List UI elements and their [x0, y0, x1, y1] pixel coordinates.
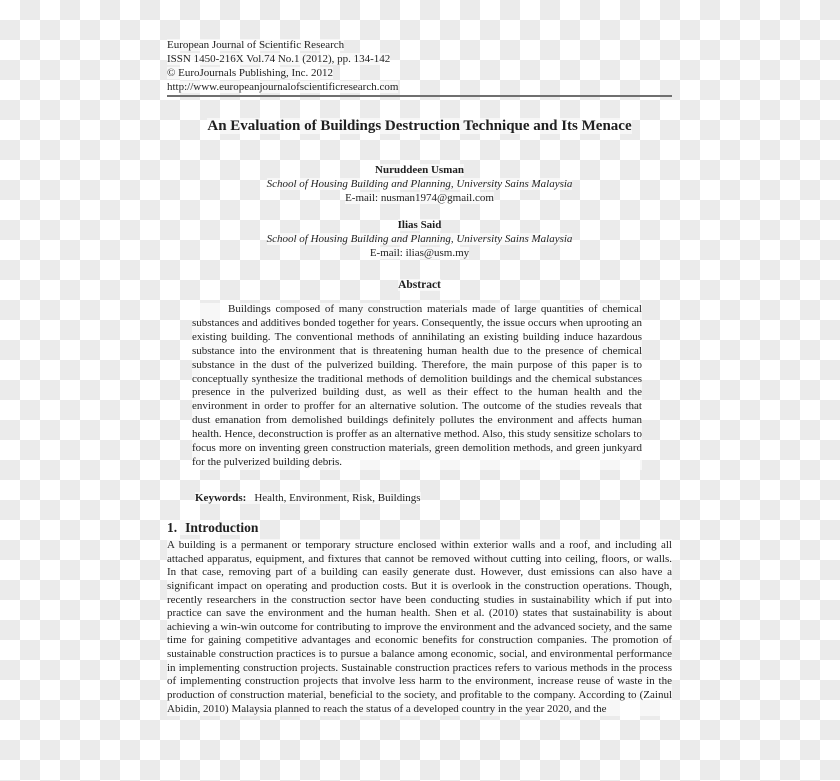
keywords-list: Health, Environment, Risk, Buildings: [254, 491, 421, 504]
introduction-heading: [167, 519, 672, 536]
paper-title: An Evaluation of Buildings Destruction Technique and Its Menace: [207, 118, 632, 134]
journal-name: European Journal of Scientific Research: [167, 39, 345, 51]
author-block: [167, 218, 672, 260]
section-number: 1.: [167, 519, 178, 535]
author-name: Ilias Said: [397, 219, 442, 231]
author-affiliation: School of Housing Building and Planning, University Sains Malaysia: [266, 233, 573, 245]
abstract-text: Buildings composed of many construction materials made of large quantities of chemical substances and additives bonded together for years. Consequently, the issue occurs when uprooting an existing building. The conventional methods of annihilating an existing building induce hazardous substance into the environment that is threatening human health due to the presence of chemical substance in the dust of the pulverized building. Therefore, the main purpose of this paper is to conceptually synthesize the traditional methods of demolition buildings and the chemical substances presence in the pulverized building dust, as well as their effect to the human health and the environment in order to proffer for an alternative solution. The outcome of the studies reveals that dust emanation from demolished buildings definitely pollutes the environment and affects human health. Hence, deconstruction is proffer as an alternative method. Also, this study sensitize scholars to focus more on inventing green construction materials, green demolition methods, and green junkyard for the pulverized building debris.: [192, 303, 642, 468]
author-name: Nuruddeen Usman: [375, 164, 464, 176]
keywords-label: Keywords:: [195, 491, 247, 504]
section-title: Introduction: [185, 519, 259, 535]
paper-page: [167, 0, 672, 716]
author-email: E-mail: ilias@usm.my: [369, 247, 470, 259]
journal-header: [167, 38, 672, 97]
journal-header-line: [167, 66, 672, 80]
author-block: [167, 163, 672, 205]
journal-header-line: [167, 52, 672, 66]
introduction-text: A building is a permanent or temporary structure enclosed within exterior walls and a roof, and including all attached apparatus, equipment, and fixtures that cannot be removed without cutting into ceiling, floors, or walls. In that case, removing part of a building can easily generate dust. However, dust emissions can also have a significant impact on operating and production costs. But it is overlook in the construction operations. Though, recently researchers in the construction sector have been conducting studies in sustainability which if put into practice can save the environment and the human health. Shen et al. (2010) states that sustainability is about achieving a win-win outcome for contributing to improve the environment and the advanced society, and the same time for gaining competitive advantages and economic benefits for construction companies. The promotion of sustainable construction practices is to pursue a balance among economic, social, and environmental performance in implementing construction projects. Sustainable construction practices refers to various methods in the process of implementing construction projects that involve less harm to the environment, increase reuse of waste in the production of construction material, beneficial to the society, and profitable to the company. According to (Zainul Abidin, 2010) Malaysia planned to reach the status of a developed country in the year 2020, and the: [167, 538, 672, 715]
abstract-heading: Abstract: [398, 279, 441, 291]
author-email: E-mail: nusman1974@gmail.com: [345, 192, 494, 204]
journal-url: http://www.europeanjournalofscientificresearch.com: [167, 81, 399, 93]
journal-issn: ISSN 1450-216X Vol.74 No.1 (2012), pp. 134-142: [167, 53, 391, 65]
journal-header-line: [167, 38, 672, 52]
journal-header-line: [167, 80, 672, 94]
journal-publisher: © EuroJournals Publishing, Inc. 2012: [167, 67, 334, 79]
keywords-line: [195, 491, 672, 505]
author-affiliation: School of Housing Building and Planning, University Sains Malaysia: [266, 178, 573, 190]
